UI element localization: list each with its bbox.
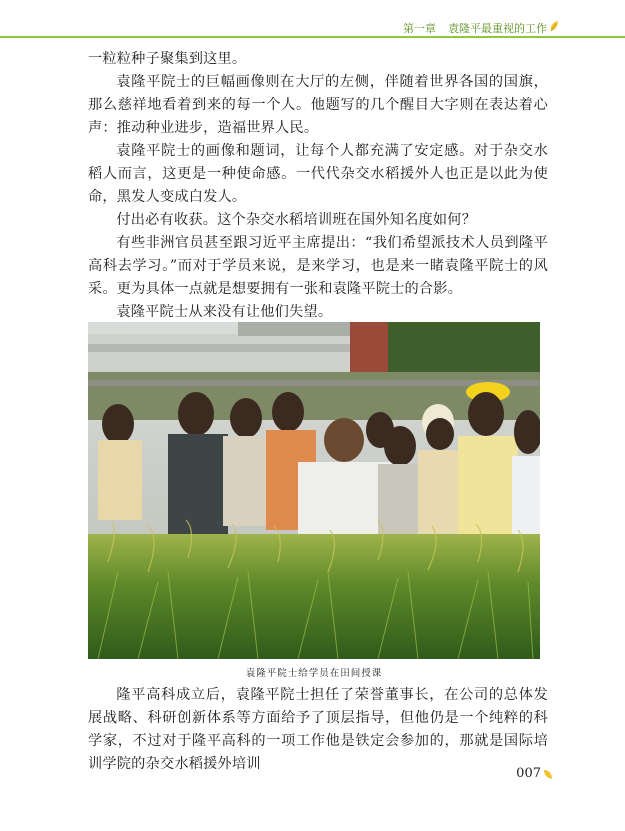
- header-title: 袁隆平最重视的工作: [448, 22, 547, 35]
- paragraph: 袁隆平院士的巨幅画像则在大厅的左侧，伴随着世界各国的国旗，那么慈祥地看着到来的每一个人。他题写的几个醒目大字则在表达着心声：推动种业进步，造福世界人民。: [88, 74, 548, 136]
- header-text: [403, 20, 547, 36]
- paragraph: 付出必有收获。这个杂交水稻培训班在国外知名度如何？: [116, 212, 477, 228]
- paragraph: 有些非洲官员甚至跟习近平主席提出：“我们希望派技术人员到隆平高科去学习。”而对于学员来说，是来学习，也是来一睹袁隆平院士的风采。更为具体一点就是想要拥有一张和袁隆平院士的合影。: [88, 235, 548, 297]
- paragraph: 袁隆平院士的画像和题词，让每个人都充满了安定感。对于杂交水稻人而言，这更是一种使命感。一代代杂交水稻援外人也正是以此为使命，黑发人变成白发人。: [88, 143, 548, 205]
- figure-caption: 袁隆平院士给学员在田间授课: [245, 668, 383, 679]
- running-header: [0, 0, 625, 42]
- photo-illustration: [88, 322, 540, 659]
- body-text-bottom: [88, 684, 548, 776]
- page-number: 007: [516, 766, 541, 781]
- paragraph: 隆平高科成立后，袁隆平院士担任了荣誉董事长，在公司的总体发展战略、科研创新体系等方面给予了顶层指导，但他仍是一个纯粹的科学家，不过对于隆平高科的一项工作他是铁定会参加的，那就是国际培训学院的杂交水稻援外培训: [88, 687, 548, 772]
- header-chapter: 第一章: [403, 22, 436, 35]
- body-text-top: [88, 48, 548, 324]
- leaf-icon: [549, 20, 559, 32]
- header-rule: [0, 36, 625, 38]
- paragraph: 袁隆平院士从来没有让他们失望。: [116, 304, 333, 320]
- field-lesson-photo: [88, 322, 540, 659]
- leaf-icon: [543, 768, 553, 780]
- paragraph: 一粒粒种子聚集到这里。: [88, 51, 247, 67]
